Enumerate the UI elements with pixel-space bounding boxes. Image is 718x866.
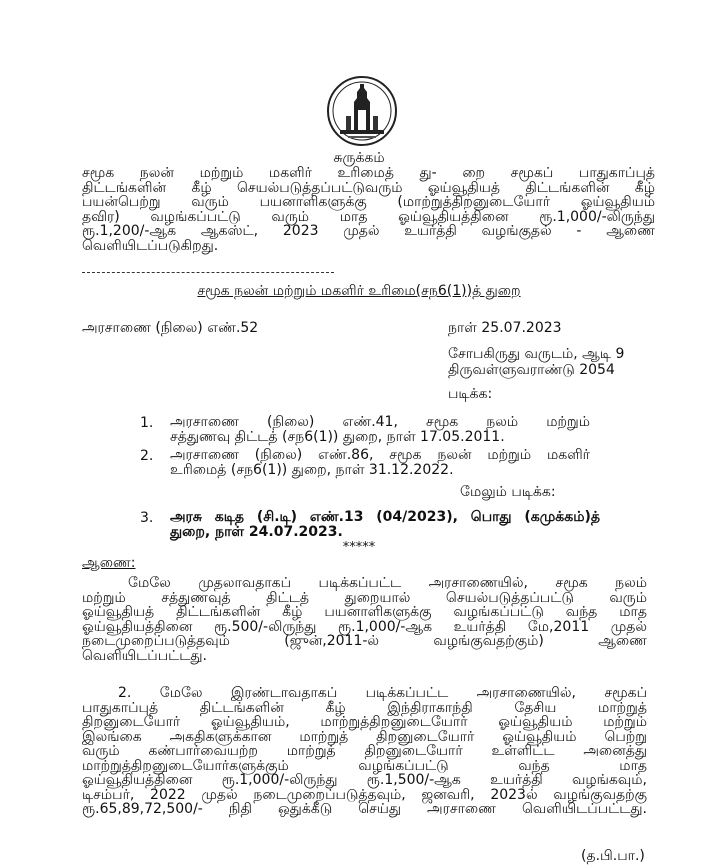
read-item-line: துறை, நாள் 24.07.2023.: [170, 523, 343, 540]
paragraph-line: ஓய்வூதியத்தினை ரூ.500/-லிருந்து ரூ.1,000/-ஆக உயர்த்தி மே,2011 முதல்: [82, 618, 647, 635]
read-item-line: அரசு கடித (சி.டி) எண்.13 (04/2023), பொது (கமுக்கம்)த்: [170, 509, 600, 525]
paragraph-line: இலங்கை அகதிகளுக்கான மாற்றுத் திறனுடையோர் ஓய்வூதியம் பெற்று: [82, 728, 647, 745]
read-item: [170, 448, 590, 477]
subject-paragraph: [82, 166, 655, 253]
paragraph-line: மற்றும் சத்துணவுத் திட்டத் துறையால் செயல்படுத்தப்பட்டு வரும்: [82, 589, 647, 606]
tamil-year: சோபகிருது வருடம், ஆடி 9: [448, 346, 625, 362]
paragraph-line: மாற்றுத்திறனுடையோர்களுக்கும் வழங்கப்பட்டு வந்த மாத: [82, 757, 647, 774]
subject-line: சமூக நலன் மற்றும் மகளிர் உரிமைத் து- றை சமூகப் பாதுகாப்புத்: [82, 165, 655, 181]
subject-line: வெளியிடப்படுகிறது.: [82, 237, 219, 254]
paragraph-line: வெளியிடப்பட்டது.: [82, 647, 207, 664]
paragraph-line: நடைமுறைப்படுத்தவும் (ஜுன்,2011-ல் வழங்குவதற்கும்) ஆணை: [82, 633, 647, 649]
read-item-line: உரிமைத் (சந6(1)) துறை, நாள் 31.12.2022.: [170, 461, 454, 478]
subject-line: பயன்பெற்று வரும் பயனாளிகளுக்கு (மாற்றுத்திறனுடையோர் ஓய்வூதியம்: [82, 194, 655, 210]
paragraph-line: ரூ.65,89,72,500/- நிதி ஒதுக்கீடு செய்து அரசாணை வெளியிடப்பட்டது.: [82, 801, 647, 817]
subject-line: தவிர) வழங்கப்பட்டு வரும் மாத ஓய்வூதியத்தினை ரூ.1,000/-லிருந்து: [82, 208, 655, 225]
paragraph-line: வரும் கண்பார்வையற்ற மாற்றுத் திறனுடையோர் உள்ளிட்ட அனைத்து: [82, 743, 647, 759]
read-item: [170, 415, 590, 444]
separator-rule: [82, 272, 334, 273]
tamil-nadu-emblem-icon: [318, 72, 406, 150]
summary-heading: சுருக்கம்: [333, 150, 385, 166]
order-date: நாள் 25.07.2023: [448, 320, 562, 336]
read-item: [170, 510, 600, 539]
paragraph-line: ஓய்வூதியத் திட்டங்களின் கீழ் பயனாளிகளுக்கு வழங்கப்பட்டு வந்த மாத: [82, 604, 647, 620]
read-item-line: சத்துணவு திட்டத் (சந6(1)) துறை, நாள் 17.05.2011.: [170, 428, 505, 445]
paragraph-line: ஓய்வூதியத்தினை ரூ.1,000/-லிருந்து ரூ.1,500/-ஆக உயர்த்தி வழங்கவும்,: [82, 772, 647, 788]
subject-line: திட்டங்களின் கீழ் செயல்படுத்தப்பட்டுவரும் ஓய்வூதியத் திட்டங்களின் கீழ்: [82, 179, 655, 196]
paragraph-line: டிசம்பர், 2022 முதல் நடைமுறைப்படுத்தவும், ஜனவரி, 2023ல் வழங்குவதற்கு: [82, 786, 647, 803]
subject-line: ரூ.1,200/-ஆக ஆகஸ்ட், 2023 முதல் உயர்த்தி வழங்குதல் - ஆணை: [82, 223, 655, 239]
read-item-line: அரசாணை (நிலை) எண்.41, சமூக நலம் மற்றும்: [170, 414, 590, 430]
department-title: சமூக நலன் மற்றும் மகளிர் உரிமை(சந6(1))த் துறை: [197, 283, 521, 299]
read-item-line: அரசாணை (நிலை) எண்.86, சமூக நலன் மற்றும் மகளிர்: [170, 447, 590, 463]
paragraph-line: மேலே முதலாவதாகப் படிக்கப்பட்ட அரசாணையில், சமூக நலம்: [128, 575, 647, 591]
read-item-number: 2.: [140, 448, 154, 464]
read-label: படிக்க:: [448, 386, 493, 402]
read-item-number: 3.: [140, 510, 154, 526]
section-stars: *****: [342, 540, 376, 555]
read-item-number: 1.: [140, 415, 154, 431]
order-paragraph-1: [82, 576, 647, 663]
paragraph-line: 2. மேலே இரண்டாவதாகப் படிக்கப்பட்ட அரசாணையில், சமூகப்: [118, 685, 647, 701]
paragraph-line: பாதுகாப்புத் திட்டங்களின் கீழ் இந்திராகாந்தி தேசிய மாற்றுத்: [82, 699, 647, 716]
order-paragraph-2: [82, 686, 647, 817]
paragraph-line: திறனுடையோர் ஓய்வூதியம், மாற்றுத்திறனுடையோர் ஓய்வூதியம் மற்றும்: [82, 714, 647, 730]
order-number: அரசாணை (நிலை) எண்.52: [82, 320, 259, 336]
thiruvalluvar-year: திருவள்ளுவராண்டு 2054: [448, 362, 615, 378]
page-turn-note: (த.பி.பா.): [581, 848, 645, 864]
further-read-label: மேலும் படிக்க:: [460, 484, 556, 500]
order-heading: ஆணை:: [82, 555, 136, 571]
